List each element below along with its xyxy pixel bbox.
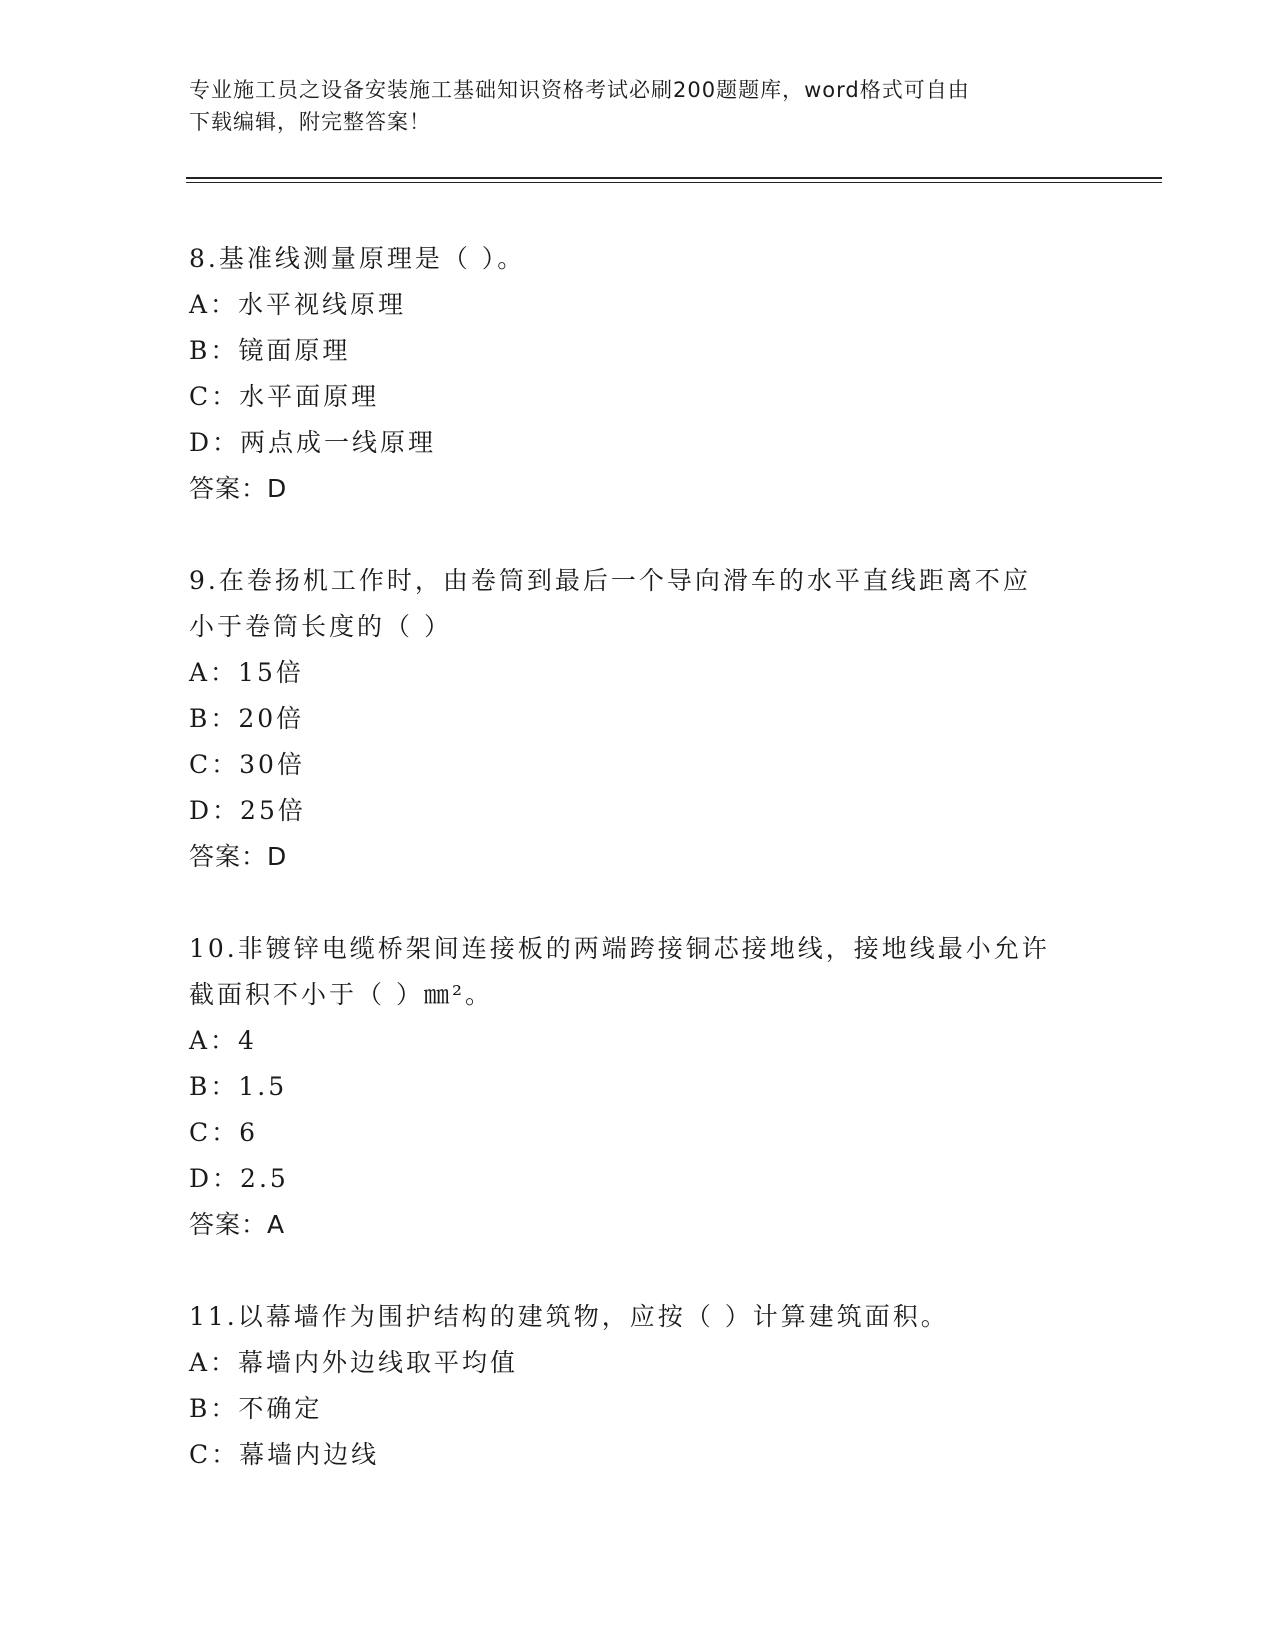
question-stem: 11.以幕墙作为围护结构的建筑物，应按（ ）计算建筑面积。 — [189, 1302, 949, 1331]
answer-key: 答案：D — [189, 474, 288, 503]
option-c: C：水平面原理 — [189, 382, 380, 411]
option-b: B：1.5 — [189, 1072, 288, 1101]
option-d: D：25倍 — [189, 796, 306, 825]
header-line-1: 专业施工员之设备安装施工基础知识资格考试必刷200题题库，word格式可自由 — [189, 78, 970, 102]
header-divider-thin — [186, 182, 1162, 183]
option-a: A：15倍 — [189, 658, 304, 687]
question-10 — [189, 926, 1089, 1248]
option-b: B：镜面原理 — [189, 336, 351, 365]
option-a: A：幕墙内外边线取平均值 — [189, 1348, 519, 1377]
question-stem: 8.基准线测量原理是（ ）。 — [189, 244, 526, 273]
option-b: B：不确定 — [189, 1394, 323, 1423]
question-8 — [189, 236, 1089, 512]
option-c: C：6 — [189, 1118, 259, 1147]
header-line-2: 下载编辑，附完整答案！ — [189, 110, 431, 134]
question-11 — [189, 1294, 1089, 1478]
question-stem-line-2: 截面积不小于（ ）㎜²。 — [189, 980, 493, 1009]
document-header — [189, 74, 1089, 138]
option-a: A：4 — [189, 1026, 257, 1055]
option-c: C：30倍 — [189, 750, 305, 779]
question-stem-line-1: 9.在卷扬机工作时，由卷筒到最后一个导向滑车的水平直线距离不应 — [189, 566, 1031, 595]
option-d: D：两点成一线原理 — [189, 428, 437, 457]
question-list — [189, 236, 1089, 1524]
answer-key: 答案：D — [189, 842, 288, 871]
option-d: D：2.5 — [189, 1164, 289, 1193]
answer-key: 答案：A — [189, 1210, 286, 1239]
option-b: B：20倍 — [189, 704, 305, 733]
option-c: C：幕墙内边线 — [189, 1440, 380, 1469]
option-a: A：水平视线原理 — [189, 290, 407, 319]
question-stem-line-1: 10.非镀锌电缆桥架间连接板的两端跨接铜芯接地线，接地线最小允许 — [189, 934, 1050, 963]
header-divider-thick — [186, 177, 1162, 179]
question-9 — [189, 558, 1089, 880]
question-stem-line-2: 小于卷筒长度的（ ） — [189, 612, 452, 641]
